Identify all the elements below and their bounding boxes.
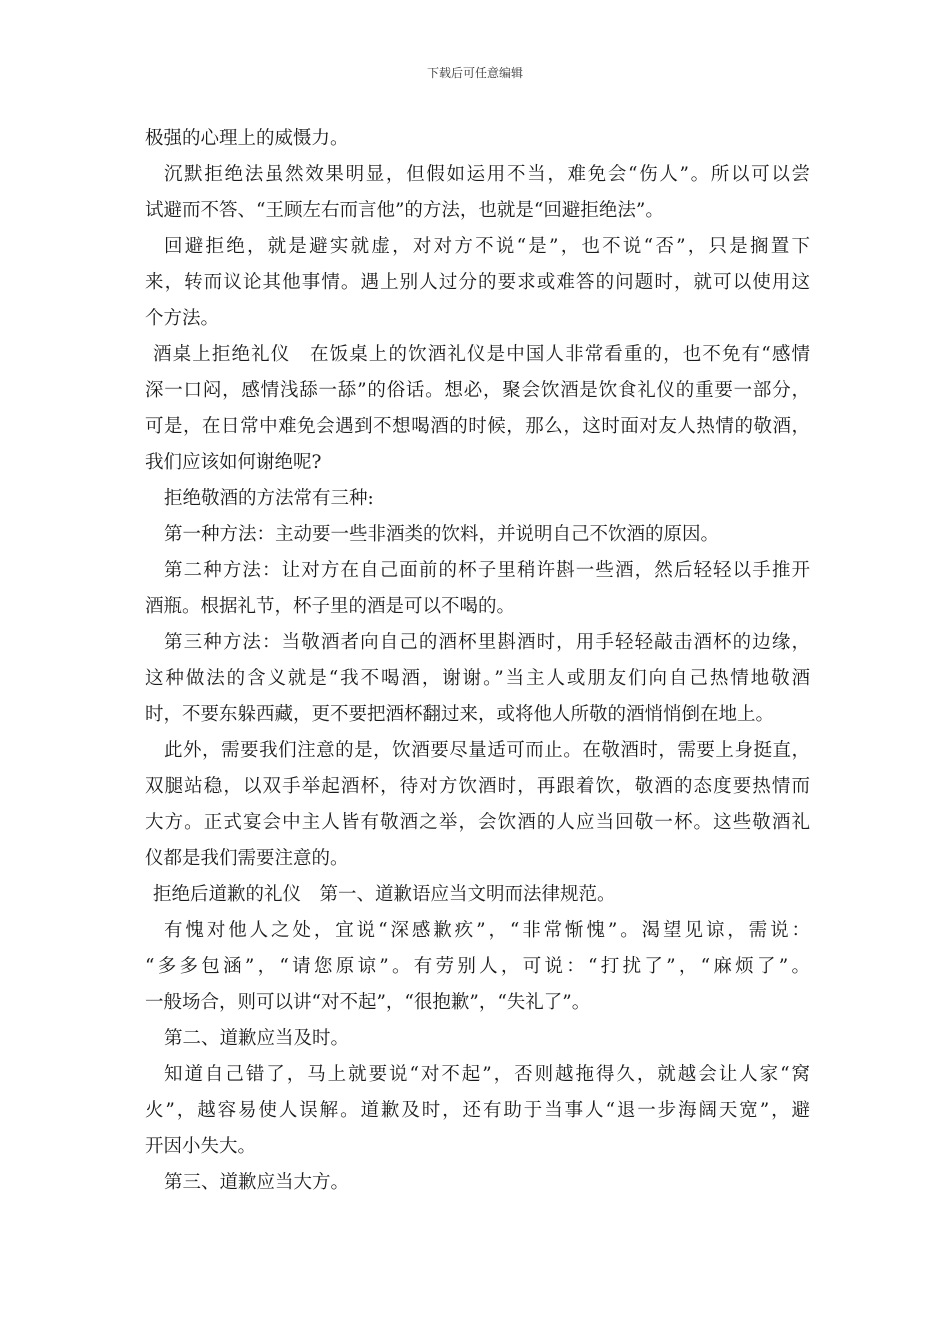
- text-line: “多多包涵”，“请您原谅”。有劳别人，可说：“打扰了”，“麻烦了”。: [145, 956, 810, 977]
- text-line: 我们应该如何谢绝呢?: [145, 452, 322, 473]
- text-line: 拒绝敬酒的方法常有三种:: [164, 488, 374, 509]
- text-line: 拒绝后道歉的礼仪 第一、道歉语应当文明而法律规范。: [153, 884, 616, 905]
- text-line: 这种做法的含义就是“我不喝酒，谢谢。”当主人或朋友们向自己热情地敬酒: [145, 668, 810, 689]
- text-line: 第三种方法：当敬酒者向自己的酒杯里斟酒时，用手轻轻敲击酒杯的边缘，: [164, 632, 810, 653]
- text-line: 第一种方法：主动要一些非酒类的饮料，并说明自己不饮酒的原因。: [164, 524, 720, 545]
- text-line: 第二种方法：让对方在自己面前的杯子里稍许斟一些酒，然后轻轻以手推开: [164, 560, 810, 581]
- text-line: 可是，在日常中难免会遇到不想喝酒的时候，那么，这时面对友人热情的敬酒，: [145, 416, 810, 437]
- text-line: 知道自己错了，马上就要说“对不起”，否则越拖得久，就越会让人家“窝: [164, 1064, 810, 1085]
- text-line: 极强的心理上的威慑力。: [145, 128, 349, 149]
- text-line: 酒桌上拒绝礼仪 在饭桌上的饮酒礼仪是中国人非常看重的，也不免有“感情: [153, 344, 810, 365]
- text-line: 火”，越容易使人误解。道歉及时，还有助于当事人“退一步海阔天宽”，避: [145, 1100, 810, 1121]
- text-line: 双腿站稳，以双手举起酒杯，待对方饮酒时，再跟着饮，敬酒的态度要热情而: [145, 776, 810, 797]
- text-line: 有愧对他人之处，宜说“深感歉疚”，“非常惭愧”。渴望见谅，需说：: [164, 920, 810, 941]
- text-line: 开因小失大。: [145, 1136, 257, 1157]
- text-line: 仪都是我们需要注意的。: [145, 848, 349, 869]
- text-line: 时，不要东躲西藏，更不要把酒杯翻过来，或将他人所敬的酒悄悄倒在地上。: [145, 704, 775, 725]
- text-line: 深一口闷，感情浅舔一舔”的俗话。想必，聚会饮酒是饮食礼仪的重要一部分，: [145, 380, 810, 401]
- document-body: [145, 121, 810, 1201]
- text-line: 回避拒绝，就是避实就虚，对对方不说“是”，也不说“否”，只是搁置下: [164, 236, 810, 257]
- text-line: 个方法。: [145, 308, 220, 329]
- text-line: 沉默拒绝法虽然效果明显，但假如运用不当，难免会“伤人”。所以可以尝: [164, 164, 810, 185]
- text-line: 第三、道歉应当大方。: [164, 1172, 350, 1193]
- text-line: 此外，需要我们注意的是，饮酒要尽量适可而止。在敬酒时，需要上身挺直，: [164, 740, 810, 761]
- text-line: 大方。正式宴会中主人皆有敬酒之举，会饮酒的人应当回敬一杯。这些敬酒礼: [145, 812, 810, 833]
- text-line: 试避而不答、“王顾左右而言他”的方法，也就是“回避拒绝法”。: [145, 200, 664, 221]
- text-line: 酒瓶。根据礼节，杯子里的酒是可以不喝的。: [145, 596, 516, 617]
- page-header: 下载后可任意编辑: [426, 66, 523, 80]
- text-line: 第二、道歉应当及时。: [164, 1028, 350, 1049]
- text-line: 一般场合，则可以讲“对不起”，“很抱歉”，“失礼了”。: [145, 992, 591, 1013]
- text-line: 来，转而议论其他事情。遇上别人过分的要求或难答的问题时，就可以使用这: [145, 272, 810, 293]
